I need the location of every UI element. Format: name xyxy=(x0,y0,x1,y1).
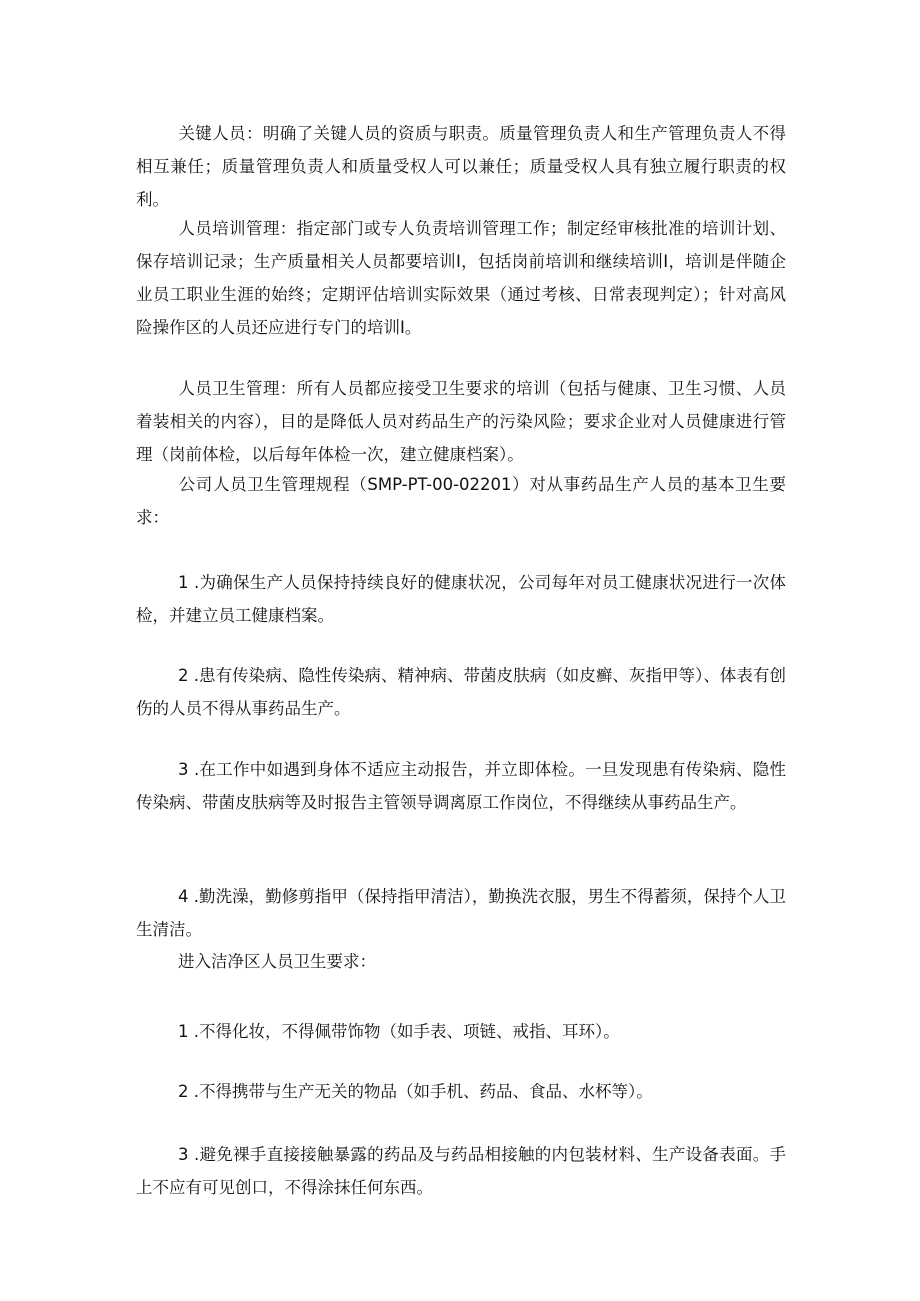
list-item-text: 3 .在工作中如遇到身体不适应主动报告，并立即体检。一旦发现患有传染病、隐性传染病、带菌皮肤病等及时报告主管领导调离原工作岗位，不得继续从事药品生产。 xyxy=(136,760,786,812)
list-item-requirement-1 xyxy=(136,566,786,632)
list-item-text: 1 .不得化妆，不得佩带饰物（如手表、项链、戒指、耳环）。 xyxy=(178,1022,620,1041)
list-item-clean-3 xyxy=(136,1138,786,1204)
section-heading-clean-area xyxy=(136,945,786,978)
list-item-requirement-3 xyxy=(136,753,786,819)
list-item-text: 2 .不得携带与生产无关的物品（如手机、药品、食品、水杯等）。 xyxy=(178,1082,653,1101)
heading-text: 进入洁净区人员卫生要求： xyxy=(178,952,376,971)
paragraph-hygiene-management xyxy=(136,372,786,471)
paragraph-text: 人员培训管理：指定部门或专人负责培训管理工作；制定经审核批准的培训计划、保存培训记录；生产质量相关人员都要培训I，包括岗前培训和继续培训I，培训是伴随企业员工职业生涯的始终；定期评估培训实际效果（通过考核、日常表现判定）；针对高风险操作区的人员还应进行专门的培训I。 xyxy=(136,219,786,337)
paragraph-company-regulation xyxy=(136,468,786,534)
list-item-text: 4 .勤洗澡，勤修剪指甲（保持指甲清洁），勤换洗衣服，男生不得蓄须，保持个人卫生清洁。 xyxy=(136,887,786,939)
list-item-clean-1 xyxy=(136,1015,786,1048)
list-item-clean-2 xyxy=(136,1075,786,1108)
list-item-requirement-2 xyxy=(136,659,786,725)
list-item-text: 2 .患有传染病、隐性传染病、精神病、带菌皮肤病（如皮癣、灰指甲等）、体表有创伤的人员不得从事药品生产。 xyxy=(136,666,786,718)
list-item-requirement-4 xyxy=(136,880,786,946)
paragraph-training-management xyxy=(136,212,786,344)
paragraph-text: 公司人员卫生管理规程（SMP-PT-00-02201）对从事药品生产人员的基本卫生要求： xyxy=(136,475,786,527)
paragraph-key-personnel xyxy=(136,117,786,216)
paragraph-text: 关键人员：明确了关键人员的资质与职责。质量管理负责人和生产管理负责人不得相互兼任；质量管理负责人和质量受权人可以兼任；质量受权人具有独立履行职责的权利。 xyxy=(136,124,786,209)
list-item-text: 3 .避免裸手直接接触暴露的药品及与药品相接触的内包装材料、生产设备表面。手上不应有可见创口，不得涂抹任何东西。 xyxy=(136,1145,786,1197)
list-item-text: 1 .为确保生产人员保持持续良好的健康状况，公司每年对员工健康状况进行一次体检，并建立员工健康档案。 xyxy=(136,573,786,625)
paragraph-text: 人员卫生管理：所有人员都应接受卫生要求的培训（包括与健康、卫生习惯、人员着装相关的内容），目的是降低人员对药品生产的污染风险；要求企业对人员健康进行管理（岗前体检，以后每年体检一次，建立健康档案）。 xyxy=(136,379,786,464)
